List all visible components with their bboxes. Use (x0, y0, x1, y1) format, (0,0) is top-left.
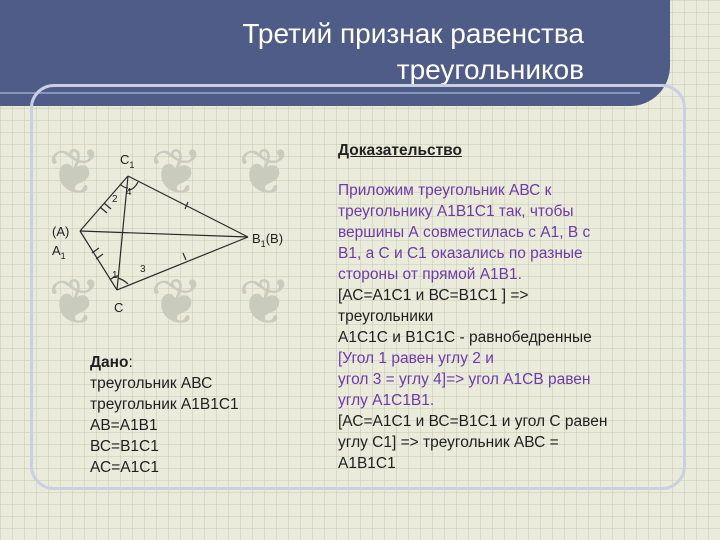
proof-line: [АС=А1С1 и ВС=В1С1 и угол С равен (338, 413, 608, 430)
tick-mark-single (183, 253, 186, 260)
given-line: треугольник А1В1С1 (90, 396, 239, 413)
given-line: ВС=В1С1 (90, 438, 159, 455)
vertex-b1-label: $B_1(B)$ (252, 231, 284, 249)
slide-title (164, 16, 584, 88)
side-ac (80, 231, 117, 290)
proof-line: А1С1С и В1С1С - равнобедренные (338, 329, 592, 346)
leaf-motif-icon: ❦ (150, 266, 204, 338)
leaf-motif-icon: ❦ (238, 266, 292, 338)
angle-2-label: 2 (112, 194, 118, 205)
proof-line: углу А1С1В1. (338, 392, 435, 409)
title-line-2: треугольников (396, 54, 584, 85)
leaf-motif-icon: ❦ (48, 266, 102, 338)
side-c1b1 (128, 176, 248, 237)
given-heading: Дано: (90, 354, 133, 371)
title-line-1: Третий признак равенства (242, 18, 584, 49)
side-a1b1 (80, 231, 248, 237)
proof-block (338, 140, 678, 474)
proof-line: вершины А совместилась с А1, В с (338, 224, 591, 241)
angle-4-label: 4 (126, 187, 132, 198)
proof-line: А1В1С1 (338, 455, 396, 472)
tick-marks-double (100, 203, 111, 213)
proof-line: [Угол 1 равен углу 2 и (338, 350, 494, 367)
proof-lines (338, 180, 678, 474)
proof-line: стороны от прямой А1В1. (338, 266, 522, 283)
leaf-motif-icon: ❦ (150, 136, 204, 208)
vertex-a1-label: $A_1$ (52, 243, 66, 261)
given-block (90, 352, 320, 478)
given-line: треугольник АВС (90, 375, 213, 392)
triangle-diagram (40, 136, 300, 320)
proof-line: [АС=А1С1 и ВС=В1С1 ] => (338, 287, 529, 304)
vertex-c1-label: $C_1$ (120, 152, 135, 170)
proof-line: Приложим треугольник АВС к (338, 182, 552, 199)
proof-line: В1, а С и С1 оказались по разные (338, 245, 583, 262)
proof-line: угол 3 = углу 4]=> угол А1СВ равен (338, 371, 591, 388)
proof-line: треугольники (338, 308, 434, 325)
side-cb (117, 237, 248, 290)
angle-1-label: 1 (112, 270, 118, 281)
given-lines (90, 373, 320, 478)
proof-line: углу С1] => треугольник АВС = (338, 434, 559, 451)
angle-arc (118, 278, 128, 284)
vertex-c-label: C (114, 300, 124, 315)
leaf-motif-icon: ❦ (238, 136, 292, 208)
proof-heading: Доказательство (338, 142, 462, 159)
angle-3-label: 3 (140, 264, 146, 275)
leaf-motif-icon: ❦ (48, 136, 102, 208)
vertex-a-label: (A) (52, 224, 70, 239)
given-line: АВ=А1В1 (90, 417, 158, 434)
given-line: АС=А1С1 (90, 459, 160, 476)
proof-line: треугольнику А1В1С1 так, чтобы (338, 203, 574, 220)
